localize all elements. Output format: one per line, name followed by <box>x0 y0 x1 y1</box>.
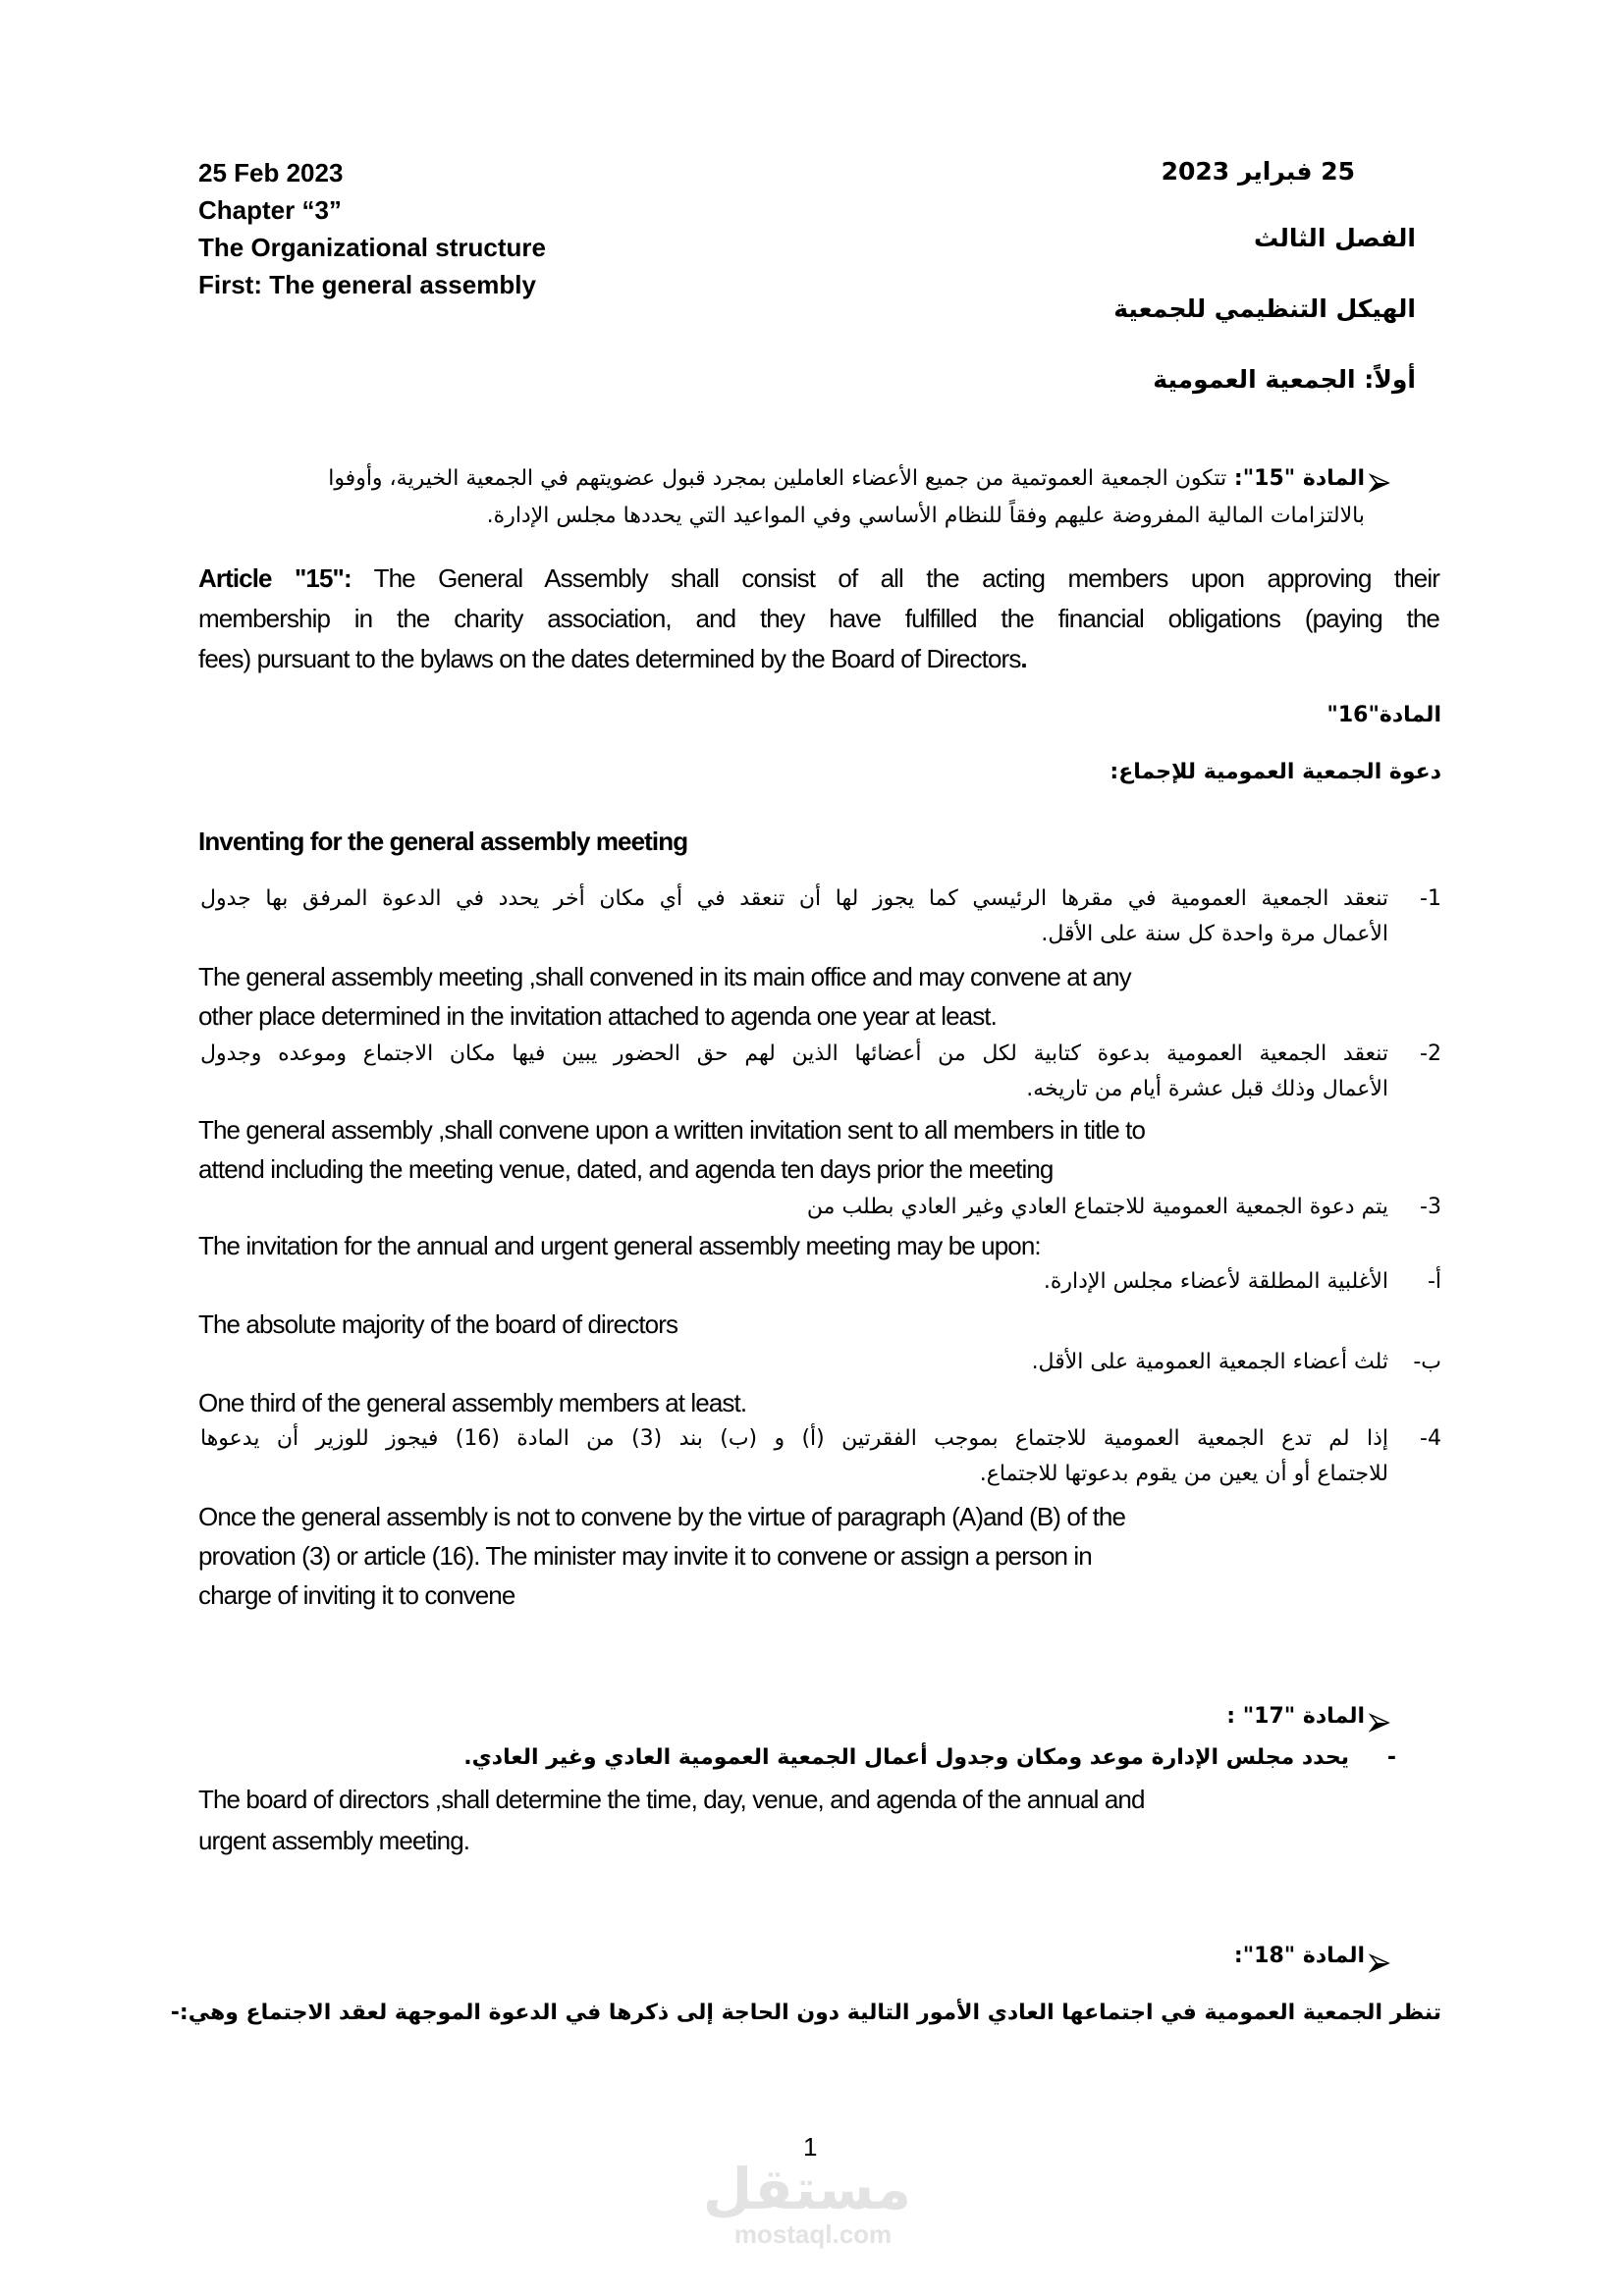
article-15-en-text-3: fees) pursuant to the bylaws on the dates determined by the Board of Directors <box>198 644 1021 673</box>
subitem-a-ar <box>200 1264 1441 1300</box>
item-4-ar <box>200 1421 1441 1492</box>
item-2-ar-line1: تنعقد الجمعية العمومية بدعوة كتابية لكل من أعضائها الذين لهم حق الحضور يبين فيها مكان الاجتماع وموعده وجدول <box>200 1041 1388 1066</box>
item-1-marker: 1- <box>1420 886 1441 911</box>
page-number: 1 <box>803 2132 818 2162</box>
chapter-title-en: Chapter “3” <box>198 195 342 225</box>
article-17-ar-line <box>463 1745 1396 1770</box>
item-4-ar-line2: للاجتماع أو أن يعين من يقوم بدعوتها للاجتماع. <box>979 1462 1388 1486</box>
arrowhead-bullet-icon <box>1369 473 1390 493</box>
item-2-en-line1: The general assembly ,shall convene upon a written invitation sent to all members in title to <box>198 1115 1146 1145</box>
header-date-ar: 25 فبراير 2023 <box>1161 157 1355 186</box>
article-17-en-line1: The board of directors ,shall determine the time, day, venue, and agenda of the annual and <box>198 1785 1145 1814</box>
article-18-ar-text: تنظر الجمعية العمومية في اجتماعها العادي الأمور التالية دون الحاجة إلى ذكرها في الدعوة الموجهة لعقد الاجتماع وهي:- <box>170 2001 1441 2025</box>
item-4-marker: 4- <box>1420 1426 1441 1451</box>
item-3-ar <box>200 1190 1441 1225</box>
article-17-ar-label: المادة "17" : <box>1226 1704 1365 1729</box>
item-2-ar <box>200 1037 1441 1107</box>
article-15-en-period: . <box>1020 644 1027 673</box>
article-17-en-line2: urgent assembly meeting. <box>198 1826 470 1855</box>
article-16-ar-title: دعوة الجمعية العمومية للإجماع: <box>1110 760 1441 784</box>
chapter-title-ar: الفصل الثالث <box>1253 224 1416 252</box>
mostaql-watermark <box>702 2156 911 2249</box>
subitem-a-marker: أ- <box>1427 1269 1441 1294</box>
subitem-a-ar-text: الأغلبية المطلقة لأعضاء مجلس الإدارة. <box>1043 1269 1388 1294</box>
article-17-marker: - <box>1386 1745 1396 1770</box>
item-4-en-line1: Once the general assembly is not to convene by the virtue of paragraph (A)and (B) of the <box>198 1502 1126 1531</box>
watermark-en: mostaql.com <box>733 2219 893 2249</box>
article-15-en-label: Article "15": <box>198 563 352 593</box>
article-16-ar-label: المادة"16" <box>1326 703 1441 727</box>
article-17-ar-text: يحدد مجلس الإدارة موعد ومكان وجدول أعمال الجمعية العمومية العادي وغير العادي. <box>463 1745 1349 1770</box>
subitem-b-marker: ب- <box>1413 1350 1441 1374</box>
article-15-en-line2: membership in the charity association, and they have fulfilled the financial obligations (paying the <box>198 604 1439 633</box>
item-2-en-line2: attend including the meeting venue, dated, and agenda ten days prior the meeting <box>198 1154 1054 1184</box>
article-15-ar-label: المادة "15": <box>1233 466 1365 491</box>
item-3-marker: 3- <box>1420 1195 1441 1219</box>
item-4-ar-line1: إذا لم تدع الجمعية العمومية للاجتماع بموجب الفقرتين (أ) و (ب) بند (3) من المادة (16) فيجوز للوزير أن يدعوها <box>200 1426 1389 1451</box>
arrowhead-bullet-icon <box>1369 1953 1390 1973</box>
article-18-ar-label: المادة "18": <box>1233 1944 1365 1968</box>
item-2-marker: 2- <box>1420 1041 1441 1066</box>
subitem-b-en-text: One third of the general assembly members at least. <box>198 1388 747 1417</box>
subitem-b-ar-text: ثلث أعضاء الجمعية العمومية على الأقل. <box>1031 1350 1388 1374</box>
item-3-ar-line1: يتم دعوة الجمعية العمومية للاجتماع العادي وغير العادي بطلب من <box>806 1195 1388 1219</box>
structure-title-ar: الهيكل التنظيمي للجمعية <box>1113 294 1416 323</box>
watermark-ar: مستقل <box>702 2156 911 2222</box>
arrowhead-bullet-icon <box>1369 1713 1390 1733</box>
structure-title-en: The Organizational structure <box>198 233 546 262</box>
article-15-ar-line1 <box>328 459 1365 499</box>
item-1-en-line1: The general assembly meeting ,shall convened in its main office and may convene at any <box>198 962 1131 991</box>
section-title-en: First: The general assembly <box>198 270 536 299</box>
item-2-ar-line2: الأعمال وذلك قبل عشرة أيام من تاريخه. <box>1026 1077 1388 1101</box>
item-4-en-line2: provation (3) or article (16). The minister may invite it to convene or assign a person in <box>198 1541 1092 1571</box>
item-1-en-line2: other place determined in the invitation attached to agenda one year at least. <box>198 1001 997 1031</box>
item-1-ar <box>200 881 1441 952</box>
article-15-ar-text: تتكون الجمعية العموتمية من جميع الأعضاء العاملين بمجرد قبول عضويتهم في الجمعية الخيرية، وأوفوا <box>328 466 1227 491</box>
item-3-en-line1: The invitation for the annual and urgent general assembly meeting may be upon: <box>198 1231 1041 1260</box>
article-16-en-title: Inventing for the general assembly meeting <box>198 827 688 856</box>
item-4-en-line3: charge of inviting it to convene <box>198 1580 515 1610</box>
item-1-ar-line2: الأعمال مرة واحدة كل سنة على الأقل. <box>1041 922 1388 946</box>
article-15-en-line1 <box>198 560 1439 597</box>
article-15-en-line3 <box>198 640 1027 677</box>
section-title-ar: أولاً: الجمعية العمومية <box>1153 365 1416 394</box>
subitem-b-ar <box>200 1345 1441 1380</box>
header-date-en: 25 Feb 2023 <box>198 158 344 187</box>
subitem-a-en-text: The absolute majority of the board of directors <box>198 1309 678 1339</box>
article-15-en-text: The General Assembly shall consist of all the acting members upon approving their <box>373 563 1439 593</box>
article-15-ar-line2: بالالتزامات المالية المفروضة عليهم وفقاً للنظام الأساسي وفي المواعيد التي يحددها مجلس الإدارة. <box>486 504 1365 528</box>
item-1-ar-line1: تنعقد الجمعية العمومية في مقرها الرئيسي كما يجوز لها أن تنعقد في أي مكان أخر يحدد في الدعوة المرفق بها جدول <box>200 886 1388 911</box>
